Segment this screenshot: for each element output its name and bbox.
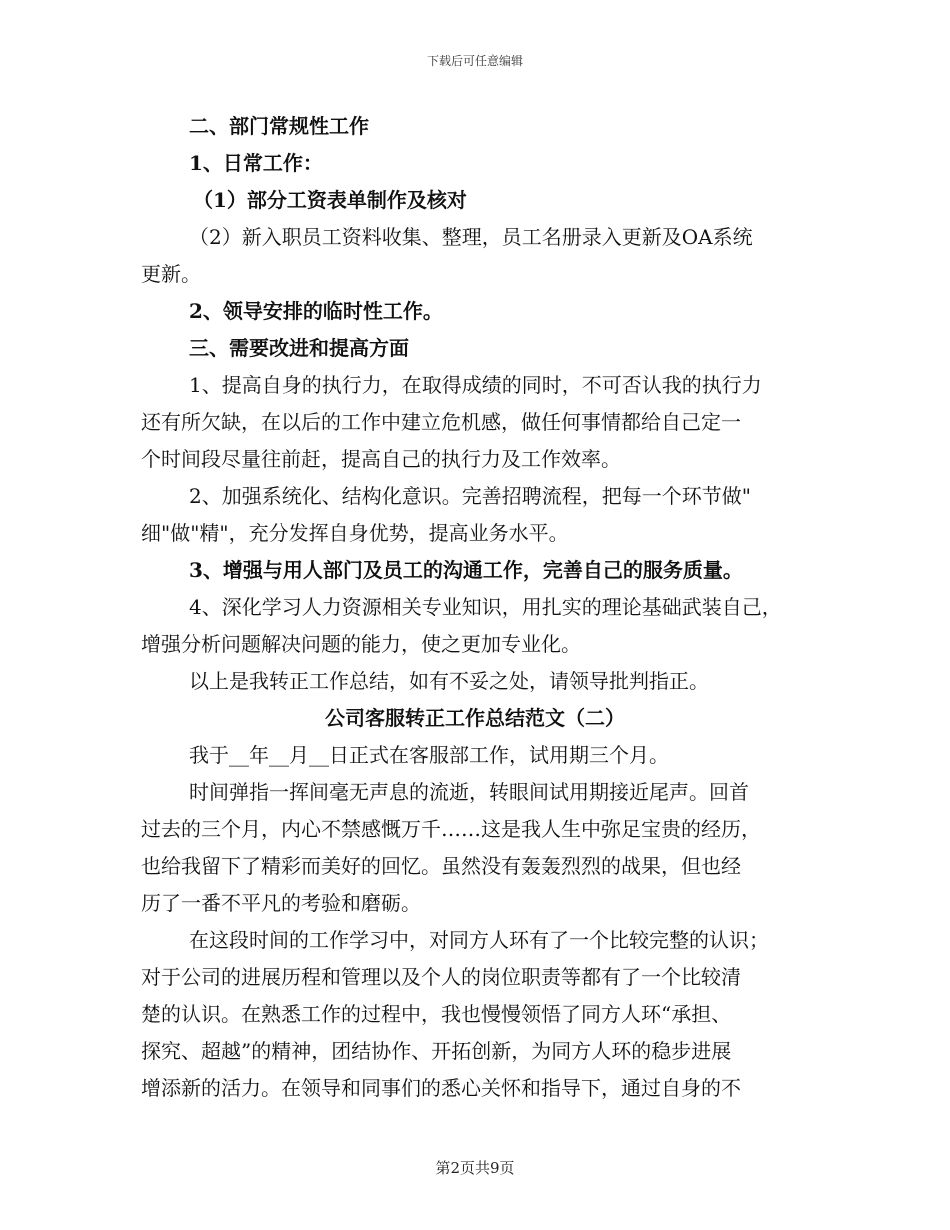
page-number: 第2页共9页 <box>435 1159 515 1177</box>
page-header-note: 下载后可任意编辑 <box>426 54 523 68</box>
paragraph-line: 探究、超越”的精神，团结协作、开拓创新，为同方人环的稳步进展 <box>141 1039 732 1063</box>
list-item-onboarding: （2）新入职员工资料收集、整理，员工名册录入更新及OA系统 <box>189 225 753 249</box>
paragraph-line: 历了一番不平凡的考验和磨砺。 <box>141 891 421 915</box>
paragraph-line: 更新。 <box>141 262 201 286</box>
paragraph-line: 对于公司的进展历程和管理以及个人的岗位职责等都有了一个比较清 <box>141 965 741 989</box>
paragraph-line: 时间弹指一挥间毫无声息的流逝，转眼间试用期接近尾声。回首 <box>189 780 749 804</box>
section-heading-improvement: 三、需要改进和提高方面 <box>189 336 409 360</box>
subheading-temporary-work: 2、领导安排的临时性工作。 <box>189 299 443 323</box>
article-title: 公司客服转正工作总结范文（二） <box>325 706 625 730</box>
paragraph-line: 楚的认识。在熟悉工作的过程中，我也慢慢领悟了同方人环“承担、 <box>141 1002 732 1026</box>
list-item-payroll: （1）部分工资表单制作及核对 <box>193 188 467 212</box>
paragraph-line: 也给我留下了精彩而美好的回忆。虽然没有轰轰烈烈的战果，但也经 <box>141 854 741 878</box>
paragraph-line: 增强分析问题解决问题的能力，使之更加专业化。 <box>141 632 581 656</box>
paragraph-line: 增添新的活力。在领导和同事们的悉心关怀和指导下，通过自身的不 <box>141 1076 741 1100</box>
bold-paragraph-line: 3、增强与用人部门及员工的沟通工作，完善自己的服务质量。 <box>189 558 743 582</box>
paragraph-line: 我于__年__月__日正式在客服部工作，试用期三个月。 <box>189 743 669 767</box>
paragraph-line: 在这段时间的工作学习中，对同方人环有了一个比较完整的认识； <box>189 928 769 952</box>
paragraph-line: 以上是我转正工作总结，如有不妥之处，请领导批判指正。 <box>189 669 709 693</box>
paragraph-line: 个时间段尽量往前赶，提高自己的执行力及工作效率。 <box>141 447 621 471</box>
paragraph-line: 1、提高自身的执行力，在取得成绩的同时，不可否认我的执行力 <box>189 373 762 397</box>
paragraph-line: 2、加强系统化、结构化意识。完善招聘流程，把每一个环节做" <box>189 484 751 508</box>
section-heading-routine-work: 二、部门常规性工作 <box>189 114 369 138</box>
paragraph-line: 4、深化学习人力资源相关专业知识，用扎实的理论基础武装自己， <box>189 595 782 619</box>
paragraph-line: 过去的三个月，内心不禁感慨万千……这是我人生中弥足宝贵的经历， <box>141 817 761 841</box>
subheading-daily-work: 1、日常工作： <box>189 151 323 175</box>
paragraph-line: 还有所欠缺，在以后的工作中建立危机感，做任何事情都给自己定一 <box>141 410 741 434</box>
paragraph-line: 细"做"精"，充分发挥自身优势，提高业务水平。 <box>141 521 569 545</box>
